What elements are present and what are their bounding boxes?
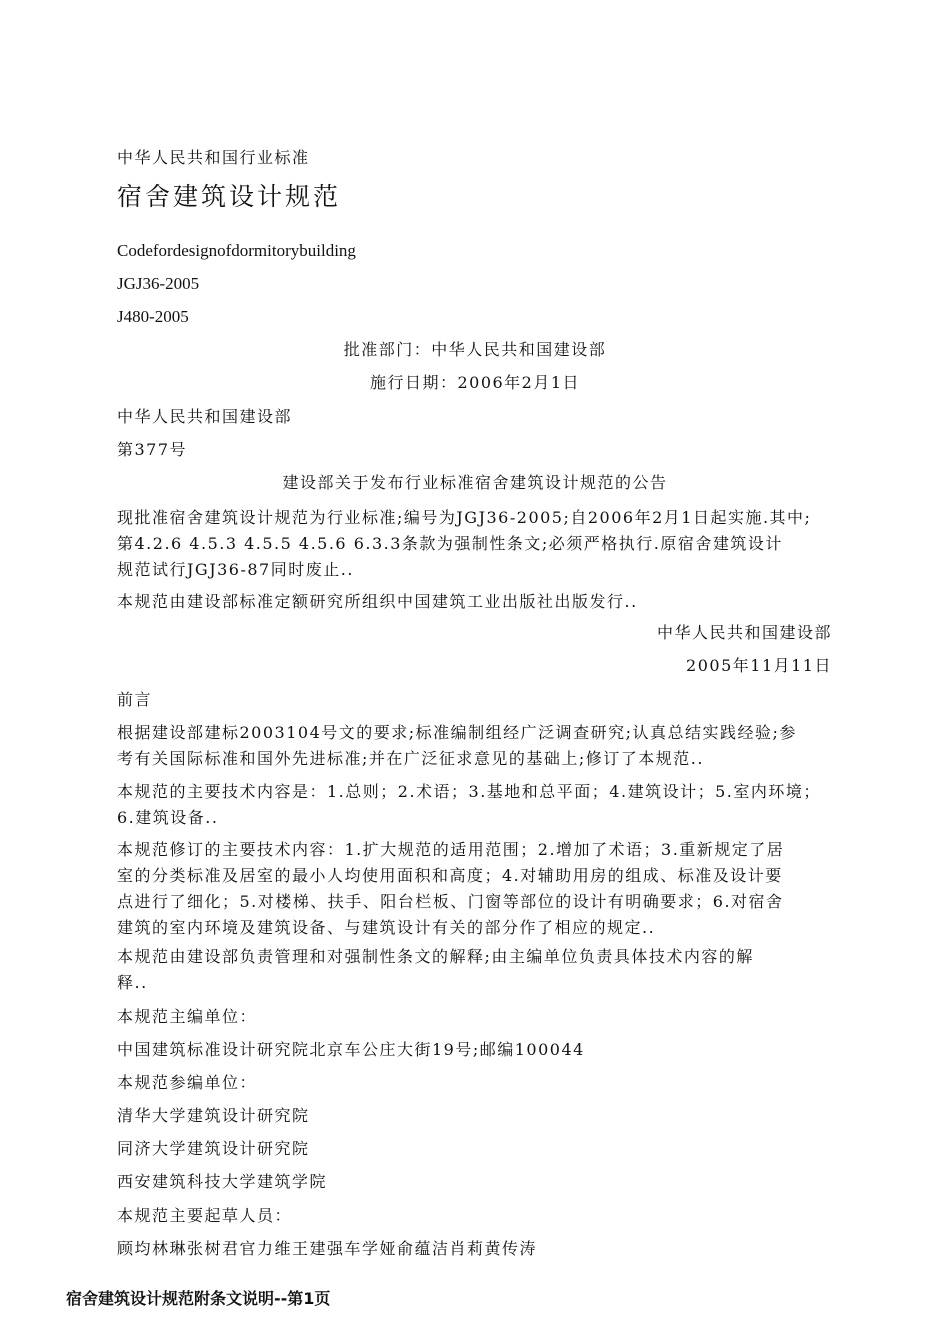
standard-code: JGJ36-2005 — [117, 274, 200, 293]
effective-date: 施行日期：2006年2月1日 — [369, 373, 581, 392]
paragraph-line: 现批准宿舍建筑设计规范为行业标准;编号为JGJ36-2005;自2006年2月1日起实施.其中; — [117, 508, 812, 527]
page-footer: 宿舍建筑设计规范附条文说明--第1页 — [66, 1289, 331, 1308]
preface-paragraph-1 — [117, 720, 837, 772]
preface-paragraph-2 — [117, 779, 837, 831]
paragraph-line: 本规范由建设部负责管理和对强制性条文的解释;由主编单位负责具体技术内容的解 — [117, 947, 754, 966]
paragraph-line: 第4.2.6 4.5.3 4.5.5 4.5.6 6.3.3条款为强制性条文;必须严格执行.原宿舍建筑设计 — [117, 534, 783, 553]
english-title: Codefordesignofdormitorybuilding — [117, 241, 356, 260]
participant-unit: 西安建筑科技大学建筑学院 — [117, 1172, 328, 1191]
publication-note: 本规范由建设部标准定额研究所组织中国建筑工业出版社出版发行.. — [117, 592, 638, 611]
paragraph-line: 室的分类标准及居室的最小人均使用面积和高度；4.对辅助用房的组成、标准及设计要 — [117, 866, 783, 885]
preface-heading: 前言 — [117, 690, 153, 709]
approval-department: 批准部门：中华人民共和国建设部 — [343, 340, 607, 359]
notice-signature: 中华人民共和国建设部 — [656, 623, 832, 642]
document-title: 宿舍建筑设计规范 — [117, 182, 342, 211]
preface-paragraph-3 — [117, 837, 837, 941]
chief-unit: 中国建筑标准设计研究院北京车公庄大街19号;邮编100044 — [117, 1040, 585, 1059]
paragraph-line: 点进行了细化；5.对楼梯、扶手、阳台栏板、门窗等部位的设计有明确要求；6.对宿舍 — [117, 892, 784, 911]
notice-date: 2005年11月11日 — [686, 656, 832, 675]
chief-unit-label: 本规范主编单位： — [117, 1007, 258, 1026]
paragraph-line: 规范试行JGJ36-87同时废止.. — [117, 560, 354, 579]
participant-units-label: 本规范参编单位： — [117, 1073, 258, 1092]
paragraph-line: 建筑的室内环境及建筑设备、与建筑设计有关的部分作了相应的规定.. — [117, 918, 656, 937]
preface-paragraph-4 — [117, 944, 837, 996]
notice-heading: 建设部关于发布行业标准宿舍建筑设计规范的公告 — [282, 473, 668, 492]
record-code: J480-2005 — [117, 307, 189, 326]
paragraph-line: 考有关国际标准和国外先进标准;并在广泛征求意见的基础上;修订了本规范.. — [117, 749, 704, 768]
paragraph-line: 释.. — [117, 973, 148, 992]
paragraph-line: 6.建筑设备.. — [117, 808, 219, 827]
participant-unit: 清华大学建筑设计研究院 — [117, 1106, 310, 1125]
notice-paragraph — [117, 505, 837, 583]
notice-issuer: 中华人民共和国建设部 — [117, 407, 293, 426]
notice-number: 第377号 — [117, 440, 188, 459]
standard-category: 中华人民共和国行业标准 — [117, 148, 310, 167]
paragraph-line: 根据建设部建标2003104号文的要求;标准编制组经广泛调查研究;认真总结实践经验;参 — [117, 723, 797, 742]
drafters-list: 顾均林琳张树君官力维王建强车学娅俞蕴洁肖莉黄传涛 — [117, 1239, 538, 1258]
participant-unit: 同济大学建筑设计研究院 — [117, 1139, 310, 1158]
paragraph-line: 本规范的主要技术内容是：1.总则；2.术语；3.基地和总平面；4.建筑设计；5.室内环境； — [117, 782, 821, 801]
paragraph-line: 本规范修订的主要技术内容：1.扩大规范的适用范围；2.增加了术语；3.重新规定了居 — [117, 840, 785, 859]
drafters-label: 本规范主要起草人员： — [117, 1206, 293, 1225]
